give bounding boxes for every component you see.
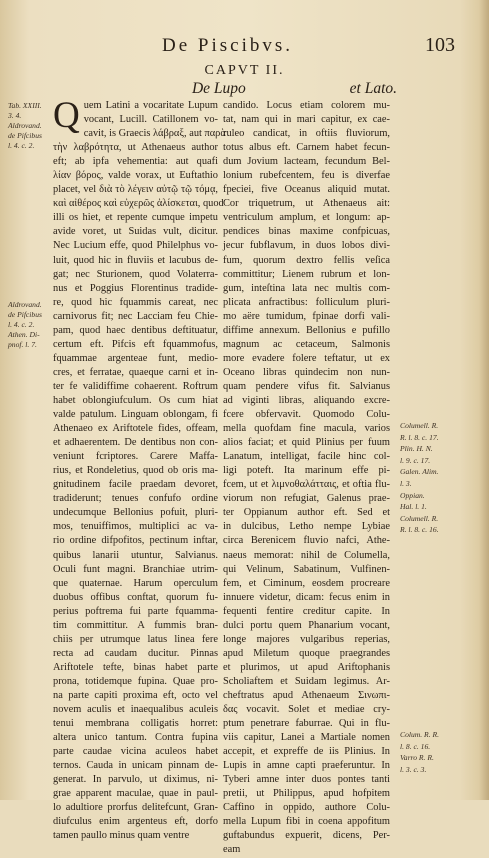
text-line: ad viginti libras, aliquando excre- — [223, 394, 390, 406]
text-line: λίαν βόρος, valde vorax, ut Euftathio — [53, 170, 218, 182]
text-line: gat; nec Sturionem, quod Volaterra- — [53, 268, 218, 280]
text-line: gnitudinem facile praedam devoret, — [53, 479, 218, 491]
text-line: parte caudae vicina aculeos habet — [53, 746, 218, 758]
text-line: quibus lanarii utuntur, Salvianus. — [53, 549, 218, 561]
text-line: jecur fubflavum, in duos lobos divi- — [223, 240, 390, 252]
text-line: cres, et ferratae, quaeque carni et in- — [53, 366, 218, 378]
margin-note-line: Aldrovand. — [8, 121, 42, 130]
text-line: grae apparent maculae, quae in paul- — [53, 788, 218, 800]
text-line: diufculus enim argenteus eft, dorfo — [53, 816, 218, 828]
text-line: pam, quod haec dentibus deftituatur, — [53, 324, 218, 336]
text-line: magnum ac cetaceum, Salmonis — [223, 338, 390, 350]
text-line: tim committitur. A fummis bran- — [53, 619, 218, 631]
chapter-subtitle — [140, 80, 449, 98]
text-line: circa Berenicem fluvio nafci, Athe- — [223, 535, 390, 547]
margin-note-line: l. 3. c. 3. — [400, 764, 427, 774]
margin-note-line: Tab. XXIII. — [8, 101, 42, 110]
text-line: valde patulum. Linguam oblongam, fi — [53, 409, 218, 421]
text-line: recta ad caudam ducitur. Pinnas — [53, 647, 218, 659]
text-line: Athenaeo ex Ariftotele fides, offeam, — [53, 423, 218, 435]
text-line: luit, quod hic in fluviis et lacubus de- — [53, 254, 218, 266]
text-line: Cor triquetrum, ut Athenaeus ait: — [223, 198, 390, 210]
running-title: De Piscibvs. — [162, 35, 293, 56]
text-line: τὴν λαβρότητα, ut Athenaeus author — [53, 142, 218, 154]
margin-note-line: l. 3. — [400, 478, 412, 488]
text-line: lonium rubefcentem, feu is diverfae — [223, 170, 390, 182]
margin-note-line: l. 9. c. 17. — [400, 455, 431, 465]
text-line: accepit, et expreffe de iis Plinius. In — [223, 746, 390, 758]
text-line: totus albus eft. Carnem habet fecun- — [223, 142, 390, 154]
text-line: ternos. Cauda in unicam pinnam de- — [53, 760, 218, 772]
text-line: dulci portu quem Phanarium vocant, — [223, 619, 390, 631]
text-line: ptum penetrare faburrae. Qui in flu- — [223, 718, 390, 730]
text-line: viorum non refugiat, Galenus prae- — [223, 493, 390, 505]
text-line: duobus offibus conftat, quorum fu- — [53, 591, 218, 603]
text-line: fcem, ut et λιμνοθαλάτταις, et oftia flu- — [223, 479, 390, 491]
text-line: fpeciei, five Oceanus aliquid mutat. — [223, 184, 390, 196]
text-line: Ariftotele tefte, binas habet parte — [53, 661, 218, 673]
chapter-subtitle-part: et Lato. — [349, 80, 398, 97]
margin-note-line: Plin. H. N. — [400, 444, 433, 454]
margin-note-line: R. l. 8. c. 16. — [400, 525, 439, 535]
text-line: Oceano libras quindecim non nun- — [223, 366, 390, 378]
right-text-column — [223, 99, 390, 858]
text-line: certum eft. Pifcis eft fquammofus, — [53, 338, 218, 350]
text-line: veniunt fcriptores. Carere Maffa- — [53, 451, 218, 463]
text-line: Scholiaftem et Suidam legimus. Ar- — [223, 675, 390, 687]
margin-note-line: Columell. R. — [400, 421, 439, 430]
margin-note-line: l. 4. c. 2. — [8, 320, 35, 329]
text-line: ruleo candicat, in oftiis fluviorum, — [223, 128, 390, 140]
margin-note-right-2 — [400, 729, 439, 775]
text-line: et adhaerentem. De dentibus non con- — [53, 437, 218, 449]
text-line: Lanatum, intelligat, facile hinc col- — [223, 451, 390, 463]
text-line: prona, totidemque fupina. Quae pro- — [53, 675, 218, 687]
text-line: alios faciat; et quid Plinius per fuum — [223, 437, 390, 449]
text-line: innuere videtur, dicam: fecus enim in — [223, 591, 390, 603]
drop-cap: Q — [53, 95, 80, 136]
text-line: guftabundus expuerit, dicens, Per- — [223, 830, 390, 842]
margin-note-line: l. 8. c. 16. — [400, 741, 431, 751]
text-line: nus et Poggius Florentinus tradide- — [53, 282, 218, 294]
text-line: viis capitur, Lanei a Martiale nomen — [223, 732, 390, 744]
text-line: illi os hiet, et repente cumque impetu — [53, 212, 218, 224]
text-line: Caffino in oppido, authore Colu- — [223, 802, 390, 814]
text-line: ligi poteft. Ita marinum effe pi- — [223, 465, 390, 477]
text-line: longe majores vulgaribus reperias, — [223, 633, 390, 645]
text-line: tamen paullo minus quam ventre — [53, 830, 190, 842]
text-line: cavit, is Graecis λάβραξ, aut παρὰ — [83, 128, 226, 140]
margin-note-line: Colum. R. R. — [400, 730, 440, 739]
text-line: novem aculis et inaequalibus aculeis — [53, 704, 218, 716]
text-line: fem, et Ciminum, eosdem procreare — [223, 577, 390, 589]
margin-note-line: Oppian. — [400, 490, 425, 500]
text-line: cheftratus apud Athenaeum Σινωπι- — [223, 689, 390, 701]
chapter-heading: CAPVT II. — [204, 63, 285, 78]
margin-note-line: R. l. 8. c. 17. — [400, 432, 439, 442]
text-line: altera unico tantum. Contra fupina — [53, 732, 218, 744]
text-line: placet, vel διὰ τὸ λέγειν αὐτῷ τῷ τόμᾳ, — [53, 184, 218, 196]
margin-note-line: Varro R. R. — [400, 753, 434, 763]
text-line: eft; ab ipfa vehementia: aut quafi — [53, 156, 218, 168]
text-line: ter fe validiffime cohaerent. Roftrum — [53, 380, 218, 392]
page-number: 103 — [425, 34, 455, 56]
text-line: ter Oppianum author eft. Sed et — [223, 507, 390, 519]
text-line: Oculi funt magni. Branchiae utrim- — [53, 563, 218, 575]
text-line: rio ordine difpofitos, pectinum inftar, — [53, 535, 218, 547]
text-line: tenui membrana colligatis horret: — [53, 718, 218, 730]
text-line: mos, tenuiffimos, multiplici ac va- — [53, 521, 218, 533]
left-text-column — [53, 95, 226, 843]
text-line: re, quod hic fquammis careat, nec — [53, 296, 218, 308]
text-line: mella quofdam fine macula, varios — [223, 423, 390, 435]
margin-note-line: Athen. Di- — [8, 330, 40, 339]
text-line: na parte capiti proxima eft, octo vel — [53, 689, 218, 701]
margin-note-line: 3. 4. — [8, 111, 22, 120]
text-line: quam pendere vifus fit. Salvianus — [223, 380, 390, 392]
text-line: apud Miletum quoque praegrandes — [223, 647, 390, 659]
text-line: fquammae argenteae funt, medio- — [53, 352, 218, 364]
text-line: que quaternae. Harum operculum — [53, 577, 218, 589]
text-line: chiis per utrumque latus linea fere — [53, 633, 218, 645]
text-line: dum Jovium lacteam, fecundum Bel- — [223, 156, 390, 168]
running-head — [138, 34, 471, 57]
text-line: habet oblongiufculum. Os cum hiat — [53, 394, 218, 406]
margin-note-line: de Pifcibus — [8, 310, 42, 319]
text-line: plicata anfractibus: folliculum pluri- — [223, 296, 390, 308]
text-line: diffime annexum. Bellonius e pufillo — [223, 324, 390, 336]
text-line: candido. Locus etiam colorem mu- — [223, 100, 390, 111]
margin-note-line: l. 4. c. 2. — [8, 141, 35, 150]
text-line: vocant, Lucill. Catillonem vo- — [83, 114, 218, 126]
text-line: tradiderunt; tenues confufo ordine — [53, 493, 218, 505]
margin-note-line: Hal. l. 1. — [400, 502, 427, 512]
text-line: gum, inteſtina lata nec multis com- — [223, 282, 390, 294]
text-line: Nec Lucium effe, quod Philelphus vo- — [53, 240, 218, 252]
text-line: committitur; Lienem rubrum et lon- — [223, 268, 390, 280]
text-line: in dulcibus, Letho nempe Lybiae — [223, 521, 390, 533]
text-line: eam — [223, 844, 241, 856]
margin-note-line: Galen. Alim. — [400, 467, 439, 477]
text-line: fum, quorum dextro fellis veſica — [223, 254, 390, 266]
margin-note-line: Aldrovand. — [8, 300, 42, 309]
text-line: lo adultiore prorfus delitefcunt, Gran- — [53, 802, 218, 814]
text-line: generat. In parvulo, ut diximus, ni- — [53, 774, 218, 786]
text-line: καὶ αἰθέρος καὶ εὐχερῶς ἀλίσκεται, quod — [53, 198, 224, 210]
margin-note-right-1 — [400, 420, 439, 536]
margin-note-line: Columell. R. — [400, 513, 439, 523]
text-line: et plurimos, ut apud Ariftophanis — [223, 661, 390, 673]
text-line: Lupis in amne capti praeferuntur. In — [223, 760, 390, 772]
text-line: mella Lupum fibi in coena appofitum — [223, 816, 390, 828]
text-line: more evadere folere teftatur, ut ex — [223, 352, 390, 364]
text-line: tat, nam qui in mari capitur, ex cae- — [223, 114, 390, 126]
text-line: avide voret, ut Suidas vult, dicitur. — [53, 226, 218, 238]
text-line: fcere obfervavit. Quomodo Colu- — [223, 409, 390, 421]
text-line: undecumque Bellonius pofuit, pluri- — [53, 507, 218, 519]
text-line: δας vocavit. Solet et mediae cry- — [223, 704, 390, 716]
page-edge-shadow — [479, 0, 489, 800]
margin-note-line: pnof. l. 7. — [8, 340, 37, 349]
text-line: carnivorus fit; nec Lacciam feu Chie- — [53, 310, 218, 322]
text-line: qui Velinum, Sabatinum, Vulfinen- — [223, 563, 390, 575]
text-line: pendices binas maxime confpicuas, — [223, 226, 390, 238]
text-line: perius poftrema fui parte fquamma- — [53, 605, 218, 617]
text-line: uem Latini a vocaritate Lupum — [83, 100, 218, 111]
text-line: fequenti fentire creditur capite. In — [223, 605, 390, 617]
text-line: ventriculum amplum, et longum: ap- — [223, 212, 390, 224]
text-line: mo aëre tumidum, fpinae dorfi vali- — [223, 310, 390, 322]
text-line: Tyberi amne inter duos pontes tanti — [223, 774, 390, 786]
text-line: pretii, ut Philippus, apud hofpitem — [223, 788, 390, 800]
margin-note-left-2 — [8, 300, 42, 350]
text-line: rius, et Rondeletius, quod ob oris ma- — [53, 465, 218, 477]
margin-note-line: de Pifcibus — [8, 131, 42, 140]
text-line: naeus memorat: nihil de Columella, — [223, 549, 390, 561]
margin-note-left-1 — [8, 101, 42, 151]
chapter-subtitle-part: De Lupo — [191, 80, 246, 97]
